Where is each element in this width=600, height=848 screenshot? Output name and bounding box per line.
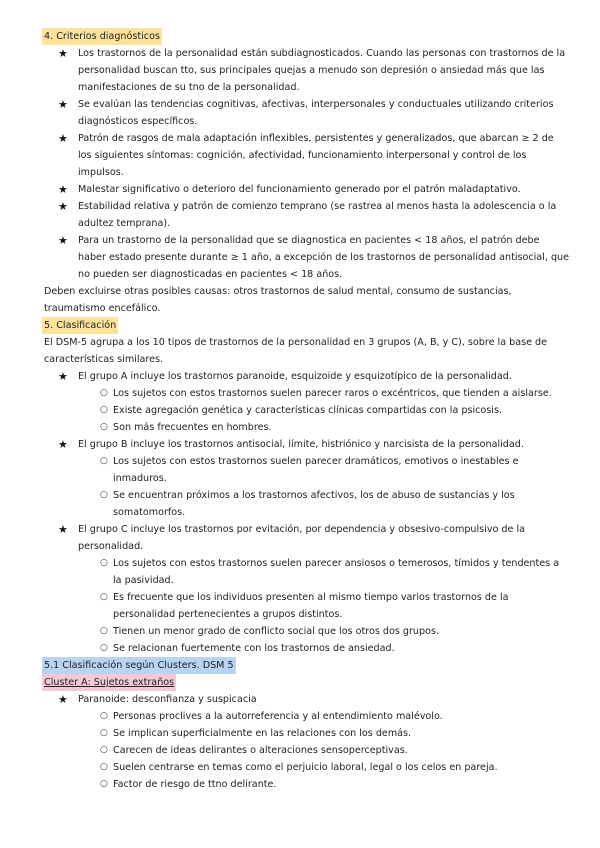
- star-bullet-icon: ★: [58, 183, 68, 196]
- list-item: ○ Carecen de ideas delirantes o alteraciones sensoperceptivas.: [44, 742, 570, 759]
- list-item: ○ Los sujetos con estos trastornos suelen parecer dramáticos, emotivos o inestables e inmaduros.: [44, 453, 570, 487]
- list-item: ○ Se implican superficialmente en las relaciones con los demás.: [44, 725, 570, 742]
- paranoid-item: ★ Paranoide: desconfianza y suspicacia ○ Personas proclives a la autorreferencia y al entendimiento malévolo. ○ Se implican superficialmente en las relaciones con los demás. ○ Carecen de ideas delirantes o alteraciones sensoperceptivas. ○ Suelen centrarse en temas como el perjuicio laboral, legal o los celos en pareja. ○ Factor de riesgo de ttno delirante.: [44, 691, 570, 793]
- circle-bullet-icon: ○: [100, 405, 108, 415]
- list-item: ★ Patrón de rasgos de mala adaptación inflexibles, persistentes y generalizados, que abarcan ≥ 2 de los siguientes síntomas: cognición, afectividad, funcionamiento interpersonal y control de los impulsos.: [58, 132, 554, 178]
- exclusion-paragraph: Deben excluirse otras posibles causas: otros trastornos de salud mental, consumo de sustancias, traumatismo encefálico.: [44, 286, 512, 314]
- star-bullet-icon: ★: [58, 234, 68, 247]
- circle-bullet-icon: ○: [100, 456, 108, 466]
- list-item: ○ Son más frecuentes en hombres.: [44, 419, 570, 436]
- list-item: ○ Factor de riesgo de ttno delirante.: [44, 776, 570, 793]
- star-bullet-icon: ★: [58, 98, 68, 111]
- section-4-heading: 4. Criterios diagnósticos: [42, 28, 162, 45]
- list-item: ○ Personas proclives a la autorreferencia y al entendimiento malévolo.: [44, 708, 570, 725]
- classification-intro: El DSM-5 agrupa a los 10 tipos de trastornos de la personalidad en 3 grupos (A, B, y C), sobre la base de características similares.: [44, 337, 548, 365]
- star-bullet-icon: ★: [58, 523, 68, 536]
- list-item: ★ Se evalúan las tendencias cognitivas, afectivas, interpersonales y conductuales utilizando criterios diagnósticos específicos.: [58, 98, 554, 127]
- list-item: ○ Suelen centrarse en temas como el perjuicio laboral, legal o los celos en pareja.: [44, 759, 570, 776]
- circle-bullet-icon: ○: [100, 558, 108, 568]
- cluster-a-heading: Cluster A: Sujetos extraños: [42, 674, 176, 691]
- list-item: ○ Es frecuente que los individuos presenten al mismo tiempo varios trastornos de la personalidad pertenecientes a grupos distintos.: [44, 589, 570, 623]
- circle-bullet-icon: ○: [100, 745, 108, 755]
- star-bullet-icon: ★: [58, 200, 68, 213]
- section-5-1-heading: 5.1 Clasificación según Clusters. DSM 5: [42, 657, 236, 674]
- star-bullet-icon: ★: [58, 47, 68, 60]
- list-item: ○ Los sujetos con estos trastornos suelen parecer raros o excéntricos, que tienden a aislarse.: [44, 385, 570, 402]
- list-item: ○ Existe agregación genética y características clínicas compartidas con la psicosis.: [44, 402, 570, 419]
- list-item: ★ Estabilidad relativa y patrón de comienzo temprano (se rastrea al menos hasta la adolescencia o la adultez temprana).: [58, 200, 557, 229]
- list-item: ★ Para un trastorno de la personalidad que se diagnostica en pacientes < 18 años, el patrón debe haber estado presente durante ≥ 1 año, a excepción de los trastornos de personalidad antisocial, que no pueden ser diagnosticadas en pacientes < 18 años.: [58, 234, 570, 280]
- circle-bullet-icon: ○: [100, 643, 108, 653]
- paranoid-sublist: [78, 708, 570, 793]
- list-item: ★ Malestar significativo o deterioro del funcionamiento generado por el patrón maladaptativo.: [58, 183, 521, 196]
- circle-bullet-icon: ○: [100, 490, 108, 500]
- list-item: ○ Los sujetos con estos trastornos suelen parecer ansiosos o temerosos, tímidos y tendentes a la pasividad.: [44, 555, 570, 589]
- circle-bullet-icon: ○: [100, 711, 108, 721]
- group-c-item: ★ El grupo C incluye los trastornos por evitación, por dependencia y obsesivo-compulsivo de la personalidad. ○ Los sujetos con estos trastornos suelen parecer ansiosos o temerosos, tímidos y tendentes a la pasividad. ○ Es frecuente que los individuos presenten al mismo tiempo varios trastornos de la personalidad pertenecientes a grupos distintos. ○ Tienen un menor grado de conflicto social que los otros dos grupos. ○ Se relacionan fuertemente con los trastornos de ansiedad.: [44, 521, 570, 657]
- circle-bullet-icon: ○: [100, 779, 108, 789]
- section-5-heading: 5. Clasificación: [42, 317, 118, 334]
- group-a-sublist: [78, 385, 570, 436]
- star-bullet-icon: ★: [58, 693, 68, 706]
- circle-bullet-icon: ○: [100, 592, 108, 602]
- cluster-a-list: [44, 691, 570, 793]
- star-bullet-icon: ★: [58, 438, 68, 451]
- list-item: ○ Se encuentran próximos a los trastornos afectivos, los de abuso de sustancias y los somatomorfos.: [44, 487, 570, 521]
- list-item: ○ Se relacionan fuertemente con los trastornos de ansiedad.: [44, 640, 570, 657]
- group-b-sublist: [78, 453, 570, 521]
- circle-bullet-icon: ○: [100, 422, 108, 432]
- circle-bullet-icon: ○: [100, 388, 108, 398]
- circle-bullet-icon: ○: [100, 728, 108, 738]
- group-c-sublist: [78, 555, 570, 657]
- groups-list: [44, 368, 570, 657]
- list-item: ○ Tienen un menor grado de conflicto social que los otros dos grupos.: [44, 623, 570, 640]
- criteria-list: [44, 45, 570, 283]
- group-a-item: ★ El grupo A incluye los trastornos paranoide, esquizoide y esquizotípico de la personalidad. ○ Los sujetos con estos trastornos suelen parecer raros o excéntricos, que tienden a aislarse. ○ Existe agregación genética y características clínicas compartidas con la psicosis. ○ Son más frecuentes en hombres.: [44, 368, 570, 436]
- group-b-item: ★ El grupo B incluye los trastornos antisocial, límite, histriónico y narcisista de la personalidad. ○ Los sujetos con estos trastornos suelen parecer dramáticos, emotivos o inestables e inmaduros. ○ Se encuentran próximos a los trastornos afectivos, los de abuso de sustancias y los somatomorfos.: [44, 436, 570, 521]
- circle-bullet-icon: ○: [100, 762, 108, 772]
- list-item: ★ Los trastornos de la personalidad están subdiagnosticados. Cuando las personas con trastornos de la personalidad buscan tto, sus principales quejas a menudo son depresión o ansiedad más que las manifestaciones de su tno de la personalidad.: [58, 47, 566, 93]
- star-bullet-icon: ★: [58, 370, 68, 383]
- circle-bullet-icon: ○: [100, 626, 108, 636]
- star-bullet-icon: ★: [58, 132, 68, 145]
